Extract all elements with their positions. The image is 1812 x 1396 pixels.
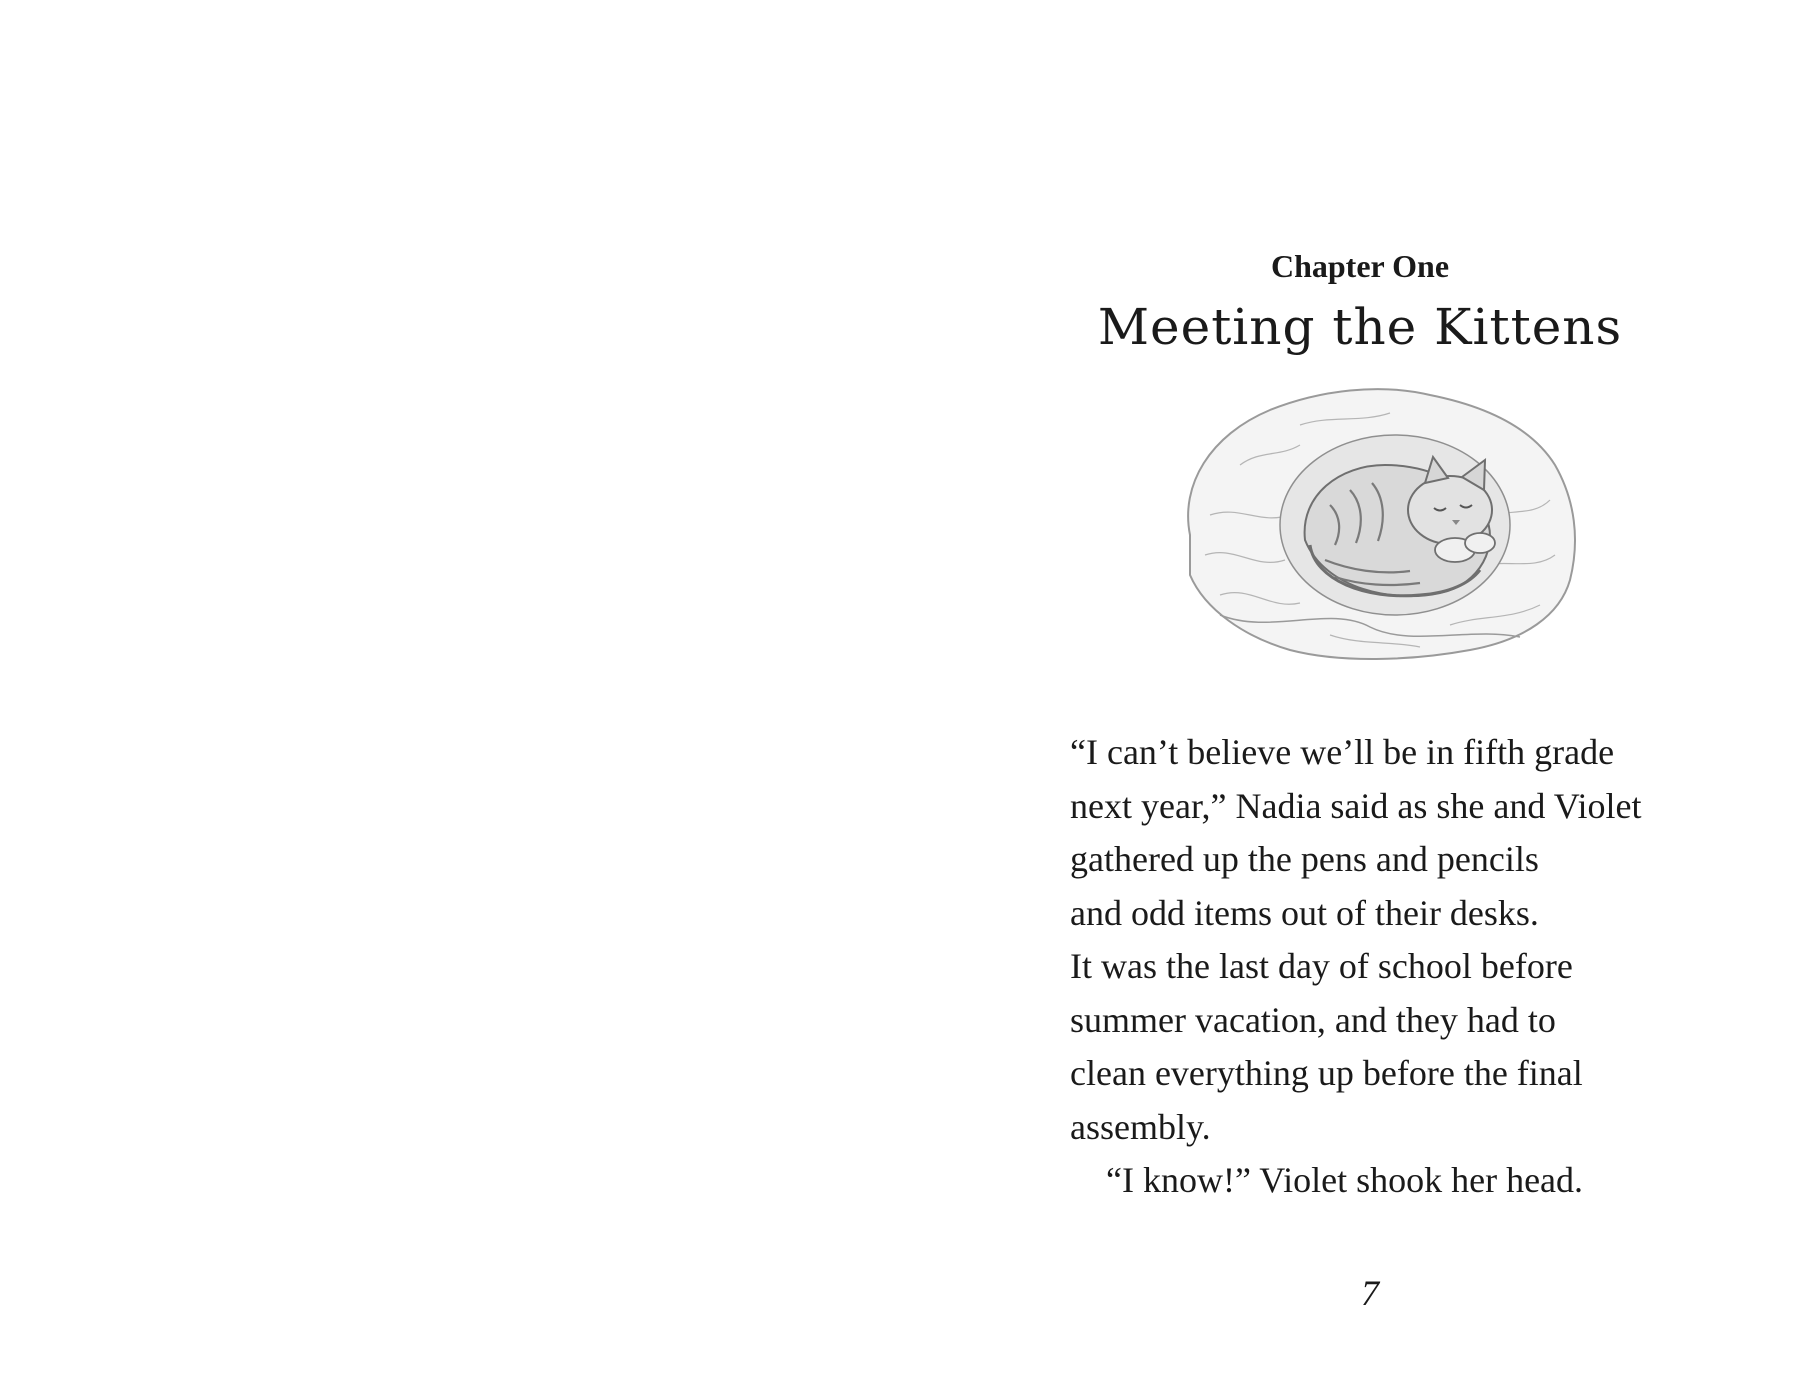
text-line: assembly.: [1070, 1106, 1211, 1147]
sleeping-kitten-icon: [1150, 365, 1590, 675]
chapter-label: Chapter One: [1270, 248, 1450, 284]
text-line: “I can’t believe we’ll be in fifth grade: [1070, 732, 1615, 772]
text-line: clean everything up before the final: [1070, 1053, 1583, 1093]
chapter-title: Meeting the Kittens: [1097, 298, 1623, 356]
text-line: “I know!” Violet shook her head.: [1106, 1160, 1584, 1200]
text-line: It was the last day of school before: [1070, 946, 1573, 986]
page-number: 7: [1361, 1273, 1379, 1313]
text-line: gathered up the pens and pencils: [1070, 839, 1539, 879]
chapter-body-text: [1070, 726, 1710, 1208]
text-line: next year,” Nadia said as she and Violet: [1070, 785, 1642, 826]
text-line: summer vacation, and they had to: [1070, 999, 1556, 1040]
text-line: and odd items out of their desks.: [1070, 892, 1539, 933]
